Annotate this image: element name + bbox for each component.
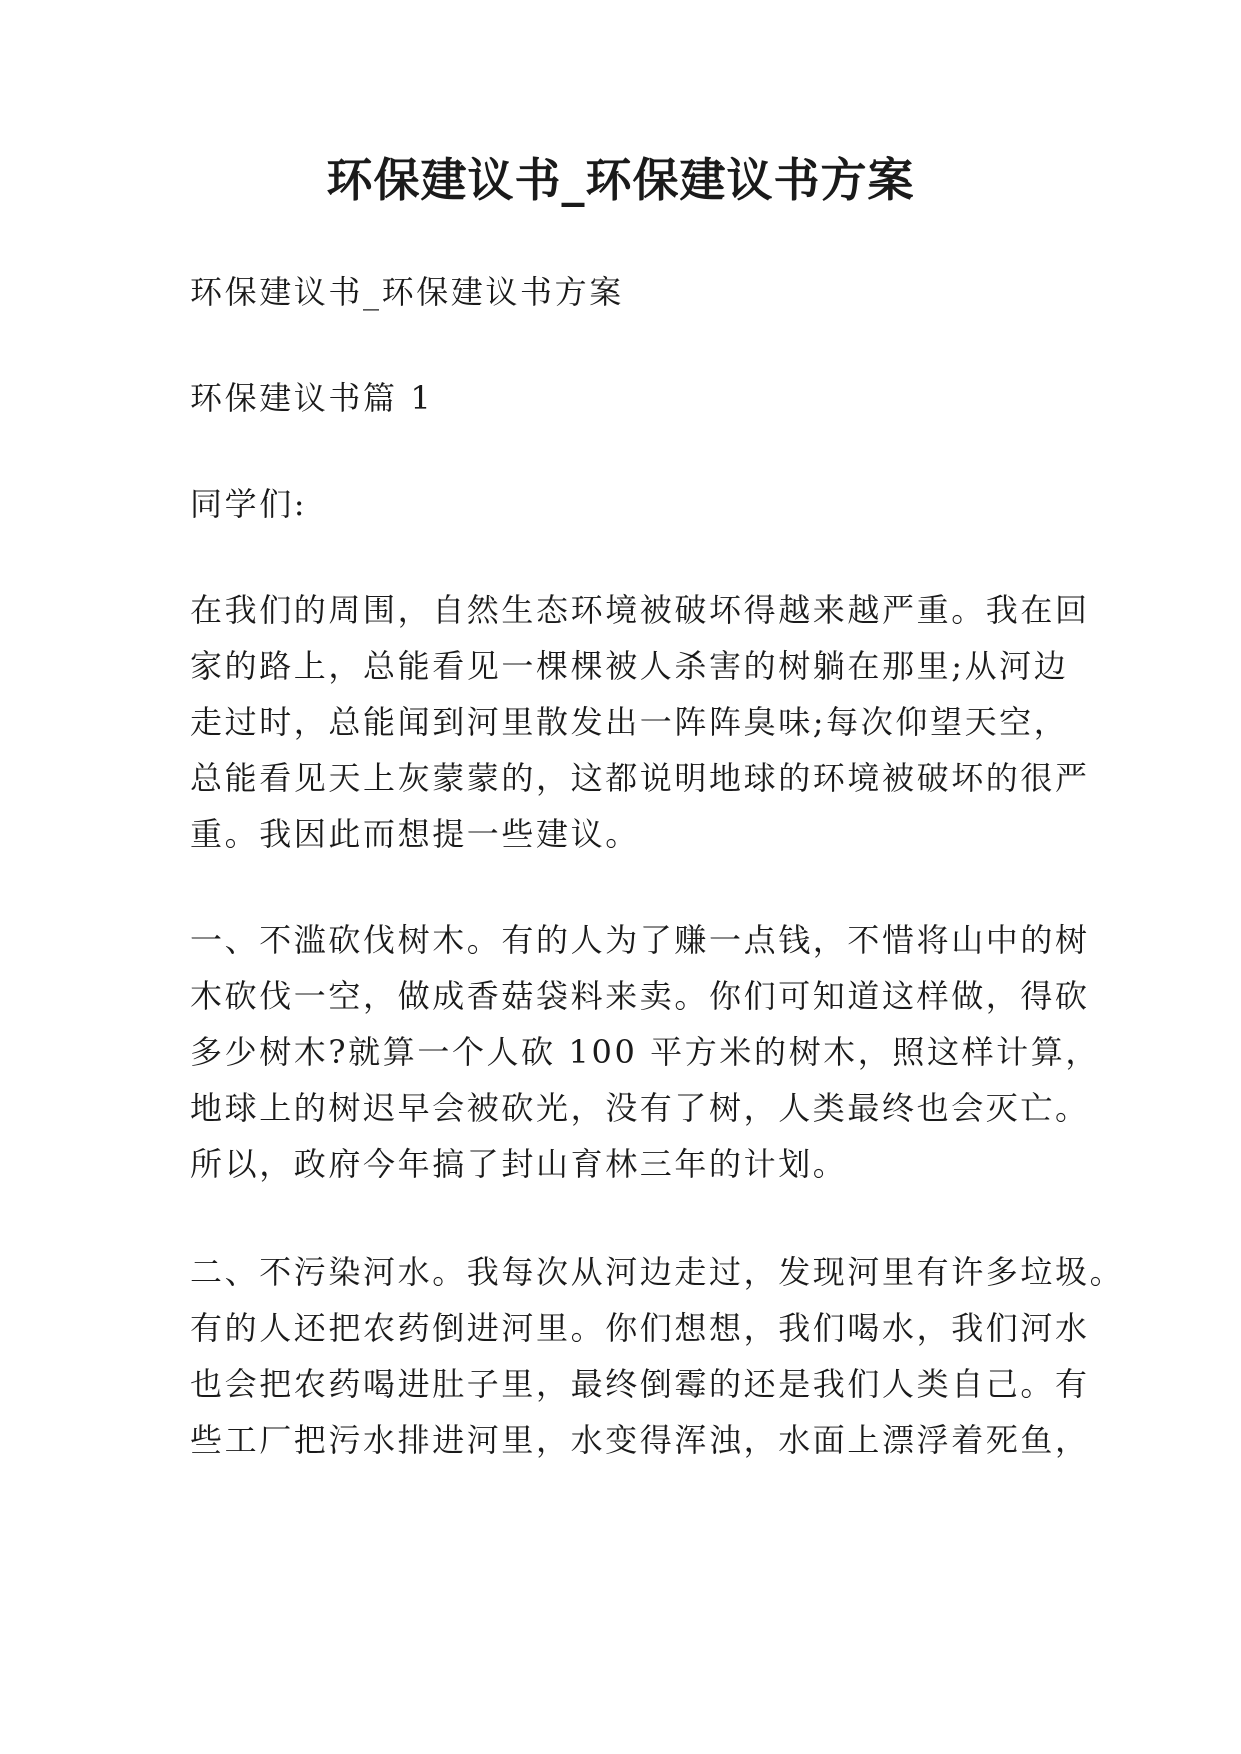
paragraph-line: 一、不滥砍伐树木。有的人为了赚一点钱，不惜将山中的树	[190, 921, 1090, 959]
paragraph-line: 二、不污染河水。我每次从河边走过，发现河里有许多垃圾。	[190, 1253, 1125, 1291]
paragraph-line: 有的人还把农药倒进河里。你们想想，我们喝水，我们河水	[190, 1309, 1090, 1347]
paragraph-trees	[190, 912, 1100, 1192]
paragraph-water	[190, 1244, 1125, 1468]
paragraph-line: 所以，政府今年搞了封山育林三年的计划。	[190, 1145, 848, 1183]
paragraph-line: 总能看见天上灰蒙蒙的，这都说明地球的环境被破坏的很严	[190, 759, 1090, 797]
paragraph-line: 走过时，总能闻到河里散发出一阵阵臭味;每次仰望天空，	[190, 703, 1069, 741]
section-heading: 环保建议书篇 1	[190, 379, 434, 417]
paragraph-line: 也会把农药喝进肚子里，最终倒霉的还是我们人类自己。有	[190, 1365, 1090, 1403]
salutation: 同学们:	[190, 485, 308, 523]
paragraph-intro	[190, 582, 1090, 862]
paragraph-line: 重。我因此而想提一些建议。	[190, 815, 640, 853]
paragraph-line: 在我们的周围，自然生态环境被破坏得越来越严重。我在回	[190, 591, 1090, 629]
paragraph-line: 家的路上，总能看见一棵棵被人杀害的树躺在那里;从河边	[190, 647, 1069, 685]
paragraph-line: 些工厂把污水排进河里，水变得浑浊，水面上漂浮着死鱼，	[190, 1421, 1090, 1459]
document-title: 环保建议书_环保建议书方案	[326, 153, 915, 207]
paragraph-line: 多少树木?就算一个人砍 100 平方米的树木，照这样计算，	[190, 1033, 1100, 1071]
paragraph-line: 地球上的树迟早会被砍光，没有了树，人类最终也会灭亡。	[190, 1089, 1090, 1127]
document-subtitle: 环保建议书_环保建议书方案	[190, 273, 624, 311]
paragraph-line: 木砍伐一空，做成香菇袋料来卖。你们可知道这样做，得砍	[190, 977, 1090, 1015]
